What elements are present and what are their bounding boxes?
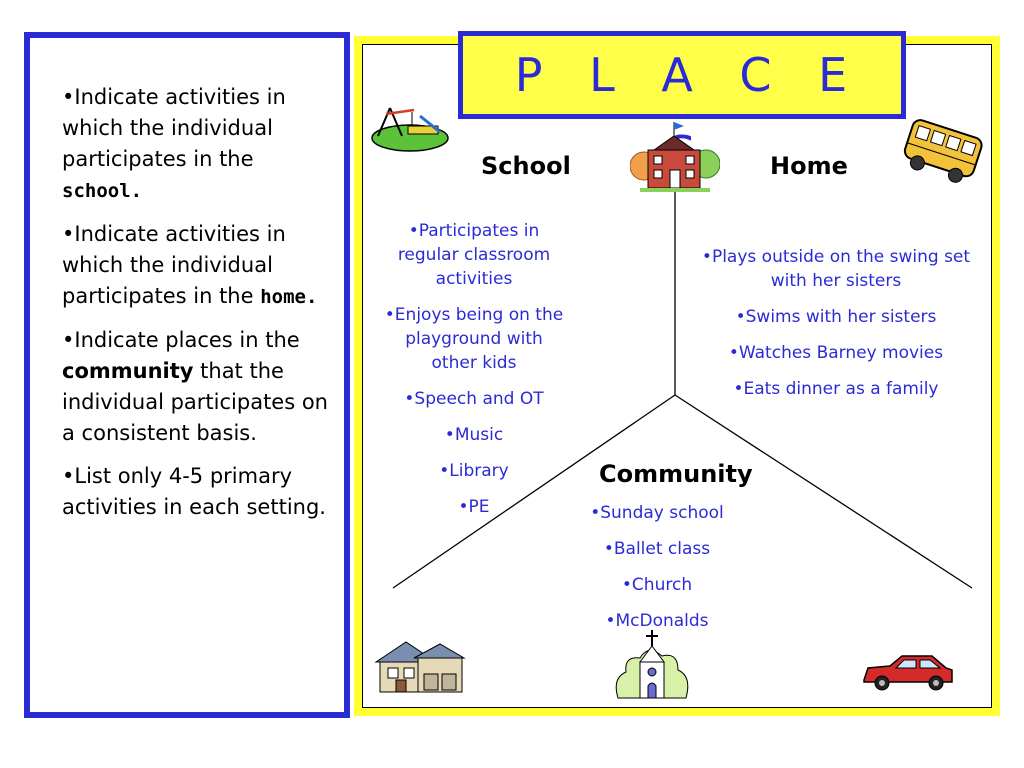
list-item: •Enjoys being on the playground with other kids	[384, 305, 564, 373]
instruction-item: •Indicate activities in which the individual participates in the school.	[62, 85, 286, 202]
playground-icon	[368, 102, 450, 154]
list-item: •Music	[444, 425, 504, 445]
list-item: •Speech and OT	[404, 389, 544, 409]
home-activities	[700, 245, 972, 413]
school-bus-icon	[900, 116, 984, 188]
list-item: •Library	[439, 461, 509, 481]
community-places	[572, 501, 742, 645]
title-box	[458, 31, 906, 119]
instruction-item: •Indicate activities in which the individual participates in the home.	[62, 222, 318, 308]
list-item: •Plays outside on the swing set with her sisters	[701, 247, 971, 291]
instruction-emphasis: school.	[62, 180, 143, 202]
heading-school: School	[481, 152, 571, 180]
heading-community: Community	[599, 460, 753, 488]
list-item: •Participates in regular classroom activities	[397, 221, 551, 289]
instruction-emphasis: home.	[260, 286, 318, 308]
house-icon	[370, 636, 468, 696]
instruction-item: •Indicate places in the community that the individual participates on a consistent basis.	[62, 328, 328, 445]
list-item: •Watches Barney movies	[728, 343, 944, 363]
list-item: •Ballet class	[603, 539, 711, 559]
instruction-item: •List only 4-5 primary activities in each setting.	[62, 464, 326, 519]
list-item: •PE	[458, 497, 490, 517]
list-item: •McDonalds	[605, 611, 709, 631]
list-item: •Sunday school	[590, 503, 724, 523]
list-item: •Eats dinner as a family	[733, 379, 939, 399]
heading-home: Home	[770, 152, 848, 180]
list-item: •Church	[621, 575, 693, 595]
instruction-emphasis: community	[62, 359, 194, 383]
page-title: P L A C E	[514, 48, 864, 102]
list-item: •Swims with her sisters	[735, 307, 937, 327]
schoolhouse-icon	[630, 120, 720, 198]
school-activities	[380, 219, 568, 531]
car-icon	[860, 652, 956, 694]
